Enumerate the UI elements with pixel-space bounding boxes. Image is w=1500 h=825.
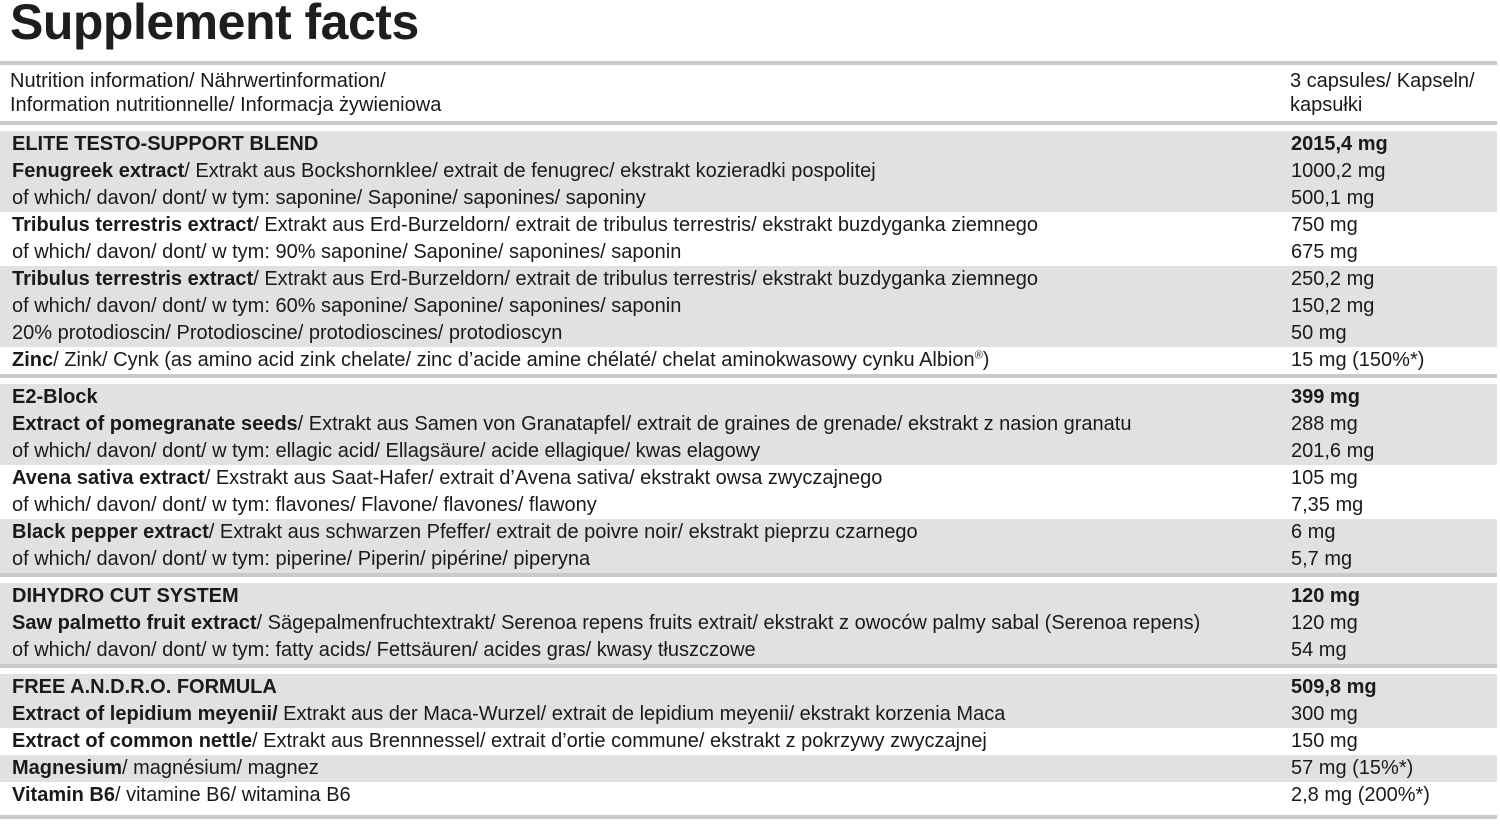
page-title: Supplement facts — [10, 0, 419, 50]
amount-value: 250,2 mg — [1291, 268, 1375, 290]
ingredient-name-translations: / Sägepalmenfruchtextrakt/ Serenoa repens fruits extrait/ ekstrakt z owoców palmy sabal (Serenoa repens) — [256, 612, 1201, 634]
ingredient-name-translations: / Zink/ Cynk (as amino acid zink chelate/ zinc d’acide amine chélaté/ chelat aminokwasowy cynku Albion — [53, 349, 975, 371]
header-serving-line2: kapsułki — [1290, 94, 1363, 116]
ingredient-row — [0, 610, 1497, 637]
ingredient-name-primary: Extract of common nettle — [12, 730, 253, 752]
ingredient-row — [0, 519, 1497, 546]
ingredient-name — [12, 185, 646, 212]
ingredient-row — [0, 293, 1497, 320]
amount-value: 6 mg — [1291, 521, 1336, 543]
amount-value: 120 mg — [1291, 612, 1358, 634]
section-row — [0, 583, 1497, 610]
ingredient-name-translations: / magnésium/ magnez — [122, 757, 319, 779]
ingredient-name-translations: of which/ davon/ dont/ w tym: ellagic acid/ Ellagsäure/ acide ellagique/ kwas elagowy — [12, 440, 761, 462]
section-name: ELITE TESTO-SUPPORT BLEND — [12, 133, 319, 155]
amount-value: 120 mg — [1291, 585, 1360, 607]
ingredient-row — [0, 239, 1497, 266]
ingredient-name-tail: ) — [982, 349, 990, 371]
amount-value: 288 mg — [1291, 413, 1358, 435]
ingredient-name-translations: of which/ davon/ dont/ w tym: 60% saponine/ Saponine/ saponines/ saponin — [12, 295, 682, 317]
amount-value: 150,2 mg — [1291, 295, 1375, 317]
ingredient-name-primary: Extract of pomegranate seeds — [12, 413, 298, 435]
section-name: DIHYDRO CUT SYSTEM — [12, 585, 239, 607]
amount-value: 57 mg (15%*) — [1291, 757, 1414, 779]
amount-value: 50 mg — [1291, 322, 1347, 344]
ingredient-name — [12, 266, 1038, 293]
registered-mark: ® — [974, 349, 983, 362]
amount-value: 7,35 mg — [1291, 494, 1364, 516]
ingredient-name — [12, 320, 562, 347]
ingredient-name-primary: Black pepper extract — [12, 521, 209, 543]
ingredient-name — [12, 755, 319, 782]
amount-value: 399 mg — [1291, 386, 1360, 408]
section-row — [0, 384, 1497, 411]
header-label-line1: Nutrition information/ Nährwertinformation/ — [10, 70, 386, 92]
section-divider — [0, 664, 1497, 668]
ingredient-row — [0, 212, 1497, 239]
header-label-line2: Information nutritionnelle/ Informacja żywieniowa — [10, 94, 442, 116]
ingredient-name-primary: Fenugreek extract — [12, 160, 185, 182]
ingredient-row — [0, 755, 1497, 782]
ingredient-row — [0, 158, 1497, 185]
ingredient-row — [0, 728, 1497, 755]
ingredient-name-translations: / Extrakt aus Brennnessel/ extrait d’ortie commune/ ekstrakt z pokrzywy zwyczajnej — [252, 730, 987, 752]
ingredient-name — [12, 347, 989, 374]
ingredient-name — [12, 782, 351, 809]
ingredient-row — [0, 637, 1497, 664]
header-serving-line1: 3 capsules/ Kapseln/ — [1290, 70, 1475, 92]
ingredient-row — [0, 492, 1497, 519]
section-divider — [0, 374, 1497, 378]
section-name: FREE A.N.D.R.O. FORMULA — [12, 676, 277, 698]
ingredient-name-primary: Extract of lepidium meyenii/ — [12, 703, 278, 725]
ingredient-name-primary: Magnesium — [12, 757, 123, 779]
amount-value: 150 mg — [1291, 730, 1358, 752]
ingredient-row — [0, 185, 1497, 212]
section-name: E2-Block — [12, 386, 98, 408]
ingredient-name-primary: Saw palmetto fruit extract — [12, 612, 257, 634]
amount-value: 15 mg (150%*) — [1291, 349, 1425, 371]
ingredient-name-translations: of which/ davon/ dont/ w tym: piperine/ Piperin/ pipérine/ piperyna — [12, 548, 591, 570]
section-divider — [0, 121, 1497, 125]
ingredient-name — [12, 411, 1131, 438]
amount-value: 2015,4 mg — [1291, 133, 1388, 155]
ingredient-name-translations: of which/ davon/ dont/ w tym: flavones/ Flavone/ flavones/ flawony — [12, 494, 597, 516]
title-divider — [0, 61, 1497, 65]
ingredient-name — [12, 465, 882, 492]
section-divider — [0, 815, 1497, 819]
ingredient-row — [0, 266, 1497, 293]
ingredient-name-translations: / Extrakt aus Erd-Burzeldorn/ extrait de tribulus terrestris/ ekstrakt buzdyganka ziemnego — [253, 268, 1039, 290]
amount-value: 1000,2 mg — [1291, 160, 1386, 182]
ingredient-name — [12, 492, 597, 519]
ingredient-row — [0, 701, 1497, 728]
amount-value: 509,8 mg — [1291, 676, 1377, 698]
ingredient-row — [0, 782, 1497, 809]
ingredient-name-translations: of which/ davon/ dont/ w tym: saponine/ Saponine/ saponines/ saponiny — [12, 187, 646, 209]
ingredient-name-translations: / Extrakt aus Bockshornklee/ extrait de fenugrec/ ekstrakt kozieradki pospolitej — [184, 160, 876, 182]
ingredient-name-primary: Tribulus terrestris extract — [12, 214, 254, 236]
ingredient-name-translations: / Extrakt aus schwarzen Pfeffer/ extrait de poivre noir/ ekstrakt pieprzu czarnego — [208, 521, 918, 543]
table-header — [0, 66, 1497, 116]
ingredient-row — [0, 438, 1497, 465]
ingredient-name — [12, 519, 918, 546]
amount-value: 500,1 mg — [1291, 187, 1375, 209]
ingredient-name-translations: 20% protodioscin/ Protodioscine/ protodioscines/ protodioscyn — [12, 322, 563, 344]
ingredient-name — [12, 610, 1200, 637]
section-divider — [0, 573, 1497, 577]
ingredient-name-translations: / Exstrakt aus Saat-Hafer/ extrait d’Avena sativa/ ekstrakt owsa zwyczajnego — [204, 467, 883, 489]
ingredient-name — [12, 438, 760, 465]
amount-value: 300 mg — [1291, 703, 1358, 725]
amount-value: 105 mg — [1291, 467, 1358, 489]
ingredient-name-translations: / vitamine B6/ witamina B6 — [115, 784, 351, 806]
ingredient-name — [12, 637, 756, 664]
ingredient-name — [12, 158, 876, 185]
amount-value: 675 mg — [1291, 241, 1358, 263]
ingredient-row — [0, 546, 1497, 573]
ingredient-row — [0, 320, 1497, 347]
amount-value: 5,7 mg — [1291, 548, 1353, 570]
ingredient-row — [0, 347, 1497, 374]
ingredient-name-primary: Zinc — [12, 349, 54, 371]
amount-value: 54 mg — [1291, 639, 1347, 661]
ingredient-name-primary: Tribulus terrestris extract — [12, 268, 254, 290]
ingredient-name-translations: of which/ davon/ dont/ w tym: 90% saponine/ Saponine/ saponines/ saponin — [12, 241, 682, 263]
ingredient-row — [0, 465, 1497, 492]
ingredient-name — [12, 293, 681, 320]
amount-value: 201,6 mg — [1291, 440, 1375, 462]
ingredient-name-primary: Vitamin B6 — [12, 784, 115, 806]
ingredient-row — [0, 411, 1497, 438]
ingredient-name — [12, 701, 1005, 728]
section-row — [0, 674, 1497, 701]
amount-value: 750 mg — [1291, 214, 1358, 236]
ingredient-name-primary: Avena sativa extract — [12, 467, 205, 489]
ingredient-name-translations: / Extrakt aus Erd-Burzeldorn/ extrait de tribulus terrestris/ ekstrakt buzdyganka ziemnego — [253, 214, 1039, 236]
ingredient-name-translations: / Extrakt aus Samen von Granatapfel/ extrait de graines de grenade/ ekstrakt z nasion granatu — [297, 413, 1132, 435]
ingredient-name — [12, 212, 1038, 239]
ingredient-name — [12, 728, 987, 755]
ingredient-name-translations: of which/ davon/ dont/ w tym: fatty acids/ Fettsäuren/ acides gras/ kwasy tłuszczowe — [12, 639, 756, 661]
ingredient-name — [12, 546, 590, 573]
ingredient-name — [12, 239, 681, 266]
section-row — [0, 131, 1497, 158]
amount-value: 2,8 mg (200%*) — [1291, 784, 1430, 806]
ingredient-name-translations: Extrakt aus der Maca-Wurzel/ extrait de lepidium meyenii/ ekstrakt korzenia Maca — [277, 703, 1006, 725]
